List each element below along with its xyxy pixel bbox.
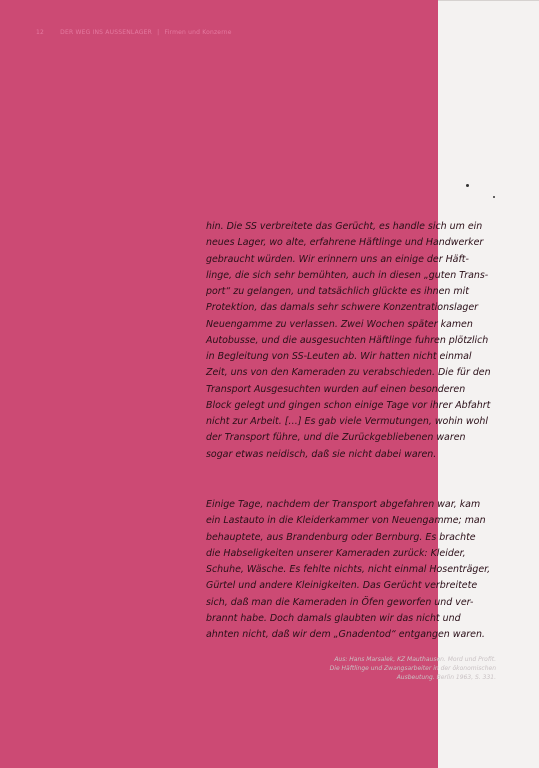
text-line: Transport Ausgesuchten wurden auf einen besonderen	[206, 383, 466, 395]
citation-line: Ausbeutung. Berlin 1963, S. 331.	[396, 673, 496, 681]
text-line: neues Lager, wo alte, erfahrene Häftlinge und Handwerker	[206, 237, 484, 249]
page-number: 12	[36, 29, 45, 36]
speck-dot	[466, 184, 469, 187]
text-line: Block gelegt und gingen schon einige Tage vor ihrer Abfahrt	[206, 399, 491, 411]
source-citation	[257, 656, 496, 682]
text-line: in Begleitung von SS-Leuten ab. Wir hatten nicht einmal	[206, 351, 472, 362]
speck-dot	[493, 196, 495, 198]
text-line: Autobusse, und die ausgesuchten Häftlinge fuhren plötzlich	[206, 334, 489, 346]
citation-line: Die Häftlinge und Zwangsarbeiter in der ökonomischen	[329, 664, 496, 672]
text-line: brannt habe. Doch damals glaubten wir das nicht und	[206, 612, 461, 624]
header-subsection: Firmen und Konzerne	[164, 29, 232, 36]
text-line: Einige Tage, nachdem der Transport abgefahren war, kam	[206, 499, 481, 510]
text-line: Gürtel und andere Kleinigkeiten. Das Gerücht verbreitete	[206, 580, 478, 592]
header-separator: |	[157, 29, 160, 36]
text-line: sogar etwas neidisch, daß sie nicht dabei waren.	[206, 448, 437, 460]
text-line: Protektion, das damals sehr schwere Konzentrationslager	[206, 302, 479, 314]
text-line: die Habseligkeiten unserer Kameraden zurück: Kleider,	[206, 547, 466, 559]
text-line: hin. Die SS verbreitete das Gerücht, es handle sich um ein	[206, 221, 483, 232]
text-line: port“ zu gelangen, und tatsächlich glückte es ihnen mit	[206, 286, 469, 297]
text-line: der Transport führe, und die Zurückgebliebenen waren	[206, 432, 466, 444]
text-line: nicht zur Arbeit. […] Es gab viele Vermutungen, wohin wohl	[206, 416, 489, 427]
text-line: behauptete, aus Brandenburg oder Bernburg. Es brachte	[206, 531, 476, 543]
text-line: Schuhe, Wäsche. Es fehlte nichts, nicht einmal Hosenträger,	[206, 564, 491, 575]
quote-paragraph-1	[206, 219, 526, 463]
text-line: ein Lastauto in die Kleiderkammer von Neuengamme; man	[206, 515, 486, 527]
text-line: gebraucht würden. Wir erinnern uns an einige der Häft-	[206, 253, 469, 265]
text-line: Neuengamme zu verlassen. Zwei Wochen später kamen	[206, 318, 473, 330]
running-header	[36, 29, 232, 41]
text-line: linge, die sich sehr bemühten, auch in diesen „guten Trans-	[206, 269, 489, 281]
text-line: Zeit, uns von den Kameraden zu verabschieden. Die für den	[206, 367, 491, 379]
text-line: sich, daß man die Kameraden in Öfen geworfen und ver-	[206, 596, 474, 608]
citation-line: Aus: Hans Marsalek, KZ Mauthausen. Mord und Profit.	[334, 656, 496, 663]
header-section: DER WEG INS AUSSENLAGER	[60, 29, 152, 36]
text-line: ahnten nicht, daß wir dem „Gnadentod“ entgangen waren.	[206, 629, 485, 640]
quote-paragraph-2	[206, 497, 526, 643]
